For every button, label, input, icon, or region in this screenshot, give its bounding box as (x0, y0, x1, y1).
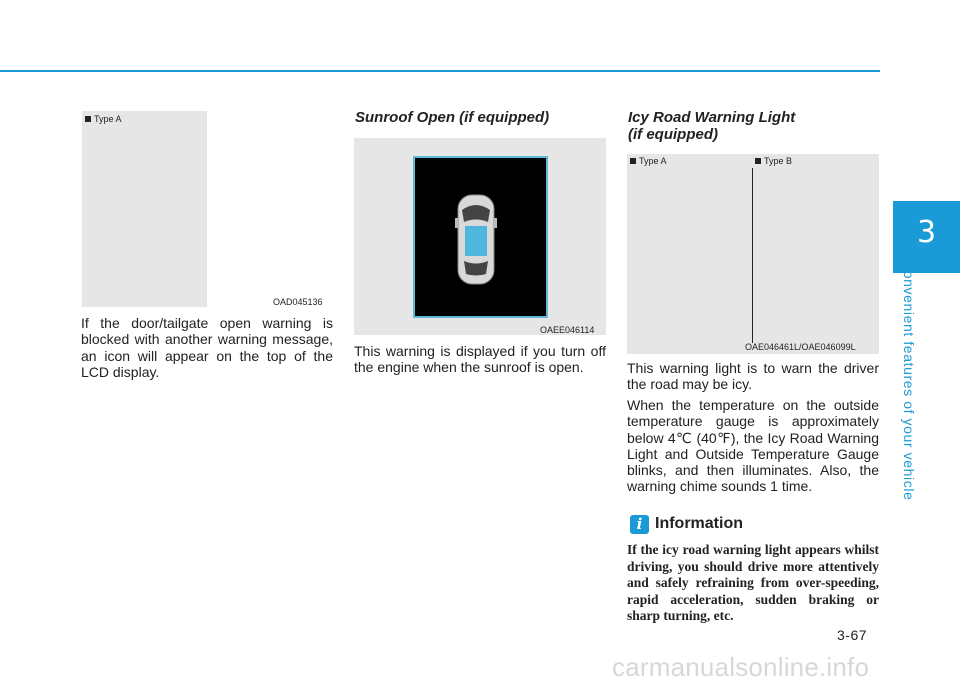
figure-divider (752, 168, 753, 343)
top-rule (0, 70, 880, 72)
door-warning-figure (82, 111, 207, 307)
sunroof-paragraph: This warning is displayed if you turn off the engine when the sunroof is open. (354, 343, 606, 376)
sunroof-heading: Sunroof Open (if equipped) (355, 109, 550, 126)
chapter-title: Convenient features of your vehicle (901, 260, 917, 501)
info-text: If the icy road warning light appears whilst driving, you should drive more attentively and safely refraining from over-speeding, rapid acceleration, sudden braking or sharp turning, etc. (627, 542, 879, 623)
page-number: 3-67 (837, 627, 868, 643)
door-warning-paragraph: If the door/tailgate open warning is blocked with another warning message, an icon will appear on the top of the LCD display. (81, 315, 333, 380)
info-icon: i (630, 515, 649, 534)
sunroof-display-illustration (354, 138, 606, 335)
figure-type-a-label: Type A (630, 156, 667, 166)
icy-road-heading-line1: Icy Road Warning Light (628, 109, 796, 126)
sunroof-figure (354, 138, 606, 335)
figure-code: OAE046461L/OAE046099L (745, 342, 856, 352)
car-top-view-icon (455, 195, 497, 284)
icy-road-figure (627, 154, 879, 354)
icy-road-paragraph-1: This warning light is to warn the driver the road may be icy. (627, 360, 879, 393)
info-title: Information (655, 515, 743, 532)
figure-code: OAEE046114 (540, 325, 595, 335)
icy-road-paragraph-2: When the temperature on the outside temperature gauge is approximately below 4℃ (40℉), the Icy Road Warning Light and Outside Temperature Gauge blinks, and then illuminates. Also, the warning chime sounds 1 time. (627, 397, 879, 495)
figure-type-label: Type A (85, 114, 122, 124)
bullet-square-icon (755, 158, 761, 164)
watermark: carmanualsonline.info (612, 652, 870, 682)
chapter-number: 3 (916, 215, 937, 250)
bullet-square-icon (630, 158, 636, 164)
figure-type-b-label: Type B (755, 156, 792, 166)
figure-code: OAD045136 (273, 297, 323, 307)
icy-road-heading-line2: (if equipped) (628, 126, 718, 143)
bullet-square-icon (85, 116, 91, 122)
chapter-title-wrap (895, 260, 925, 501)
